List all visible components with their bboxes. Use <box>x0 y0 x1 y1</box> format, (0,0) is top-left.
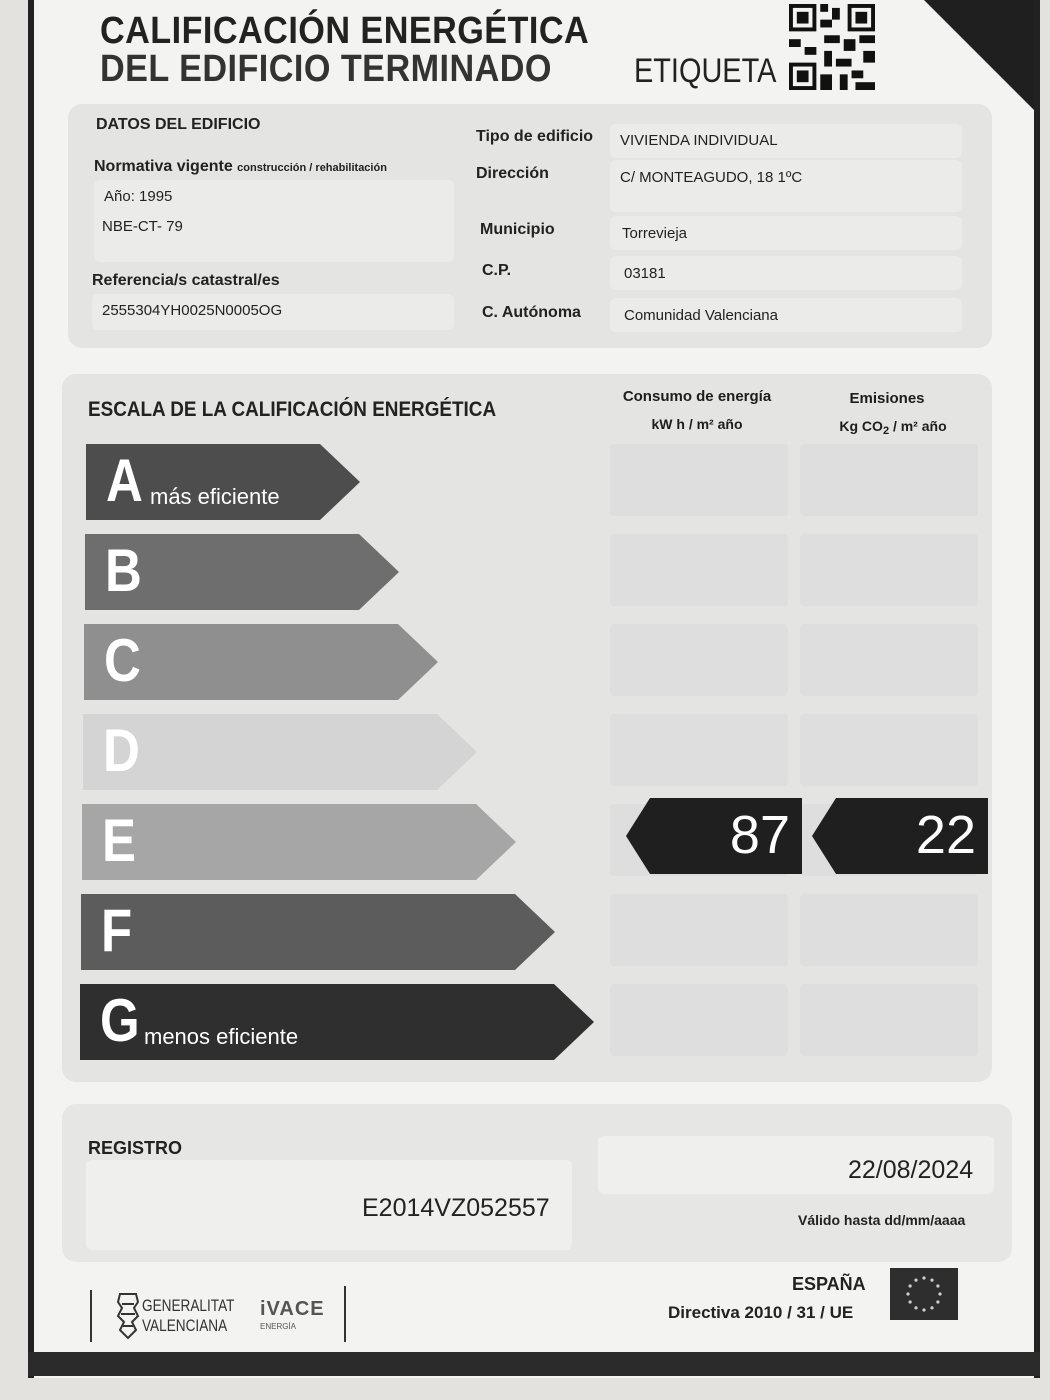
rating-arrow-c <box>84 624 438 700</box>
emisiones-cell <box>800 534 978 606</box>
field-label-cp: C.P. <box>482 262 512 279</box>
field-label-municipio: Municipio <box>480 221 555 238</box>
bottom-border <box>28 1352 1040 1376</box>
ivace-sub: ENERGÍA <box>260 1322 297 1331</box>
gv-line2: VALENCIANA <box>142 1316 228 1335</box>
registro-label: REGISTRO <box>88 1138 183 1158</box>
registro-code: E2014VZ052557 <box>362 1194 550 1222</box>
ref-value: 2555304YH0025N0005OG <box>102 302 283 319</box>
valid-until-label: Válido hasta dd/mm/aaaa <box>798 1212 966 1228</box>
eu-star <box>906 1292 909 1295</box>
eu-star <box>936 1300 939 1303</box>
rating-letter: B <box>105 537 142 604</box>
footer-divider-left <box>90 1290 92 1342</box>
consumo-label: Consumo de energía <box>622 388 772 405</box>
rating-letter: A <box>106 447 143 514</box>
rating-description: menos eficiente <box>144 1024 299 1049</box>
directive-label: Directiva 2010 / 31 / UE <box>668 1303 854 1322</box>
consumo-cell <box>610 444 788 516</box>
eu-star <box>922 1308 925 1311</box>
emisiones-cell <box>800 624 978 696</box>
rating-arrow-f <box>81 894 555 970</box>
label-sheet <box>28 0 1040 1378</box>
gv-line1: GENERALITAT <box>142 1296 235 1315</box>
emisiones-cell <box>800 984 978 1056</box>
footer-divider-right <box>344 1286 346 1342</box>
country-label: ESPAÑA <box>792 1274 866 1294</box>
rating-arrow-b <box>85 534 399 610</box>
rating-arrow-shape <box>82 804 516 880</box>
rating-letter: D <box>103 717 140 784</box>
eu-flag-icon <box>890 1268 958 1320</box>
eu-star <box>930 1306 933 1309</box>
eu-star <box>922 1276 925 1279</box>
emisiones-unit-post: / m² año <box>889 418 947 434</box>
scale-title: ESCALA DE LA CALIFICACIÓN ENERGÉTICA <box>88 398 497 421</box>
generalitat-crest-icon <box>114 1292 142 1340</box>
field-value-municipio: Torrevieja <box>622 225 688 242</box>
field-value-type: VIVIENDA INDIVIDUAL <box>620 132 778 149</box>
emisiones-label: Emisiones <box>849 390 925 407</box>
field-label-address: Dirección <box>476 165 549 182</box>
ivace-logo: iVACE <box>260 1298 325 1320</box>
rating-arrow-body <box>81 894 555 970</box>
emisiones-unit-pre: Kg CO <box>839 418 883 434</box>
rating-letter: C <box>104 627 141 694</box>
eu-star <box>936 1284 939 1287</box>
eu-star <box>909 1300 912 1303</box>
rating-arrow-a <box>86 444 360 520</box>
rating-letter: E <box>102 807 137 874</box>
consumo-cell <box>610 624 788 696</box>
ref-label: Referencia/s catastral/es <box>92 272 280 289</box>
rating-letter: F <box>101 897 133 964</box>
building-section-title: DATOS DEL EDIFICIO <box>96 116 261 133</box>
emisiones-unit <box>798 418 988 437</box>
normativa-text: Normativa vigente <box>94 158 233 175</box>
eu-star <box>930 1279 933 1282</box>
field-box-address <box>610 160 962 212</box>
eu-star <box>914 1306 917 1309</box>
rating-description: más eficiente <box>150 484 280 509</box>
consumo-value: 87 <box>729 805 790 865</box>
consumo-cell <box>610 984 788 1056</box>
eu-star <box>914 1279 917 1282</box>
title-line-1: CALIFICACIÓN ENERGÉTICA <box>100 10 590 52</box>
rating-arrow-body <box>83 714 477 790</box>
consumo-cell <box>610 714 788 786</box>
field-label-type: Tipo de edificio <box>476 128 594 145</box>
emisiones-rating-tag <box>812 798 988 874</box>
rating-letter: G <box>100 987 140 1054</box>
consumo-cell <box>610 534 788 606</box>
emisiones-unit-sub: 2 <box>882 425 890 437</box>
rating-arrow-shape <box>83 714 477 790</box>
title-line-2: DEL EDIFICIO TERMINADO <box>100 48 552 90</box>
normativa-sub: construcción / rehabilitación <box>237 162 387 174</box>
rating-arrow-body <box>82 804 516 880</box>
emisiones-cell <box>800 714 978 786</box>
year-value: Año: 1995 <box>104 188 173 205</box>
emisiones-cell <box>800 894 978 966</box>
emisiones-value: 22 <box>915 805 976 865</box>
etiqueta-label: ETIQUETA <box>634 52 777 90</box>
field-value-cp: 03181 <box>624 265 666 282</box>
field-value-autonoma: Comunidad Valenciana <box>624 307 778 324</box>
consumo-cell <box>610 894 788 966</box>
rating-arrow-g <box>80 984 594 1060</box>
consumo-rating-tag <box>626 798 802 874</box>
consumo-unit: kW h / m² año <box>651 416 743 432</box>
field-value-address: C/ MONTEAGUDO, 18 1ºC <box>620 169 803 186</box>
rating-arrow-d <box>83 714 477 790</box>
qr-code-icon <box>788 4 876 90</box>
eu-star <box>938 1292 941 1295</box>
field-label-autonoma: C. Autónoma <box>482 304 581 321</box>
generalitat-logo-text <box>142 1296 234 1336</box>
rating-arrow-shape <box>81 894 555 970</box>
normativa-label <box>94 158 387 176</box>
registro-date: 22/08/2024 <box>848 1156 974 1184</box>
norm-value: NBE-CT- 79 <box>102 218 183 235</box>
corner-fold <box>924 0 1034 110</box>
eu-star <box>909 1284 912 1287</box>
rating-arrow-e <box>82 804 516 880</box>
emisiones-cell <box>800 444 978 516</box>
